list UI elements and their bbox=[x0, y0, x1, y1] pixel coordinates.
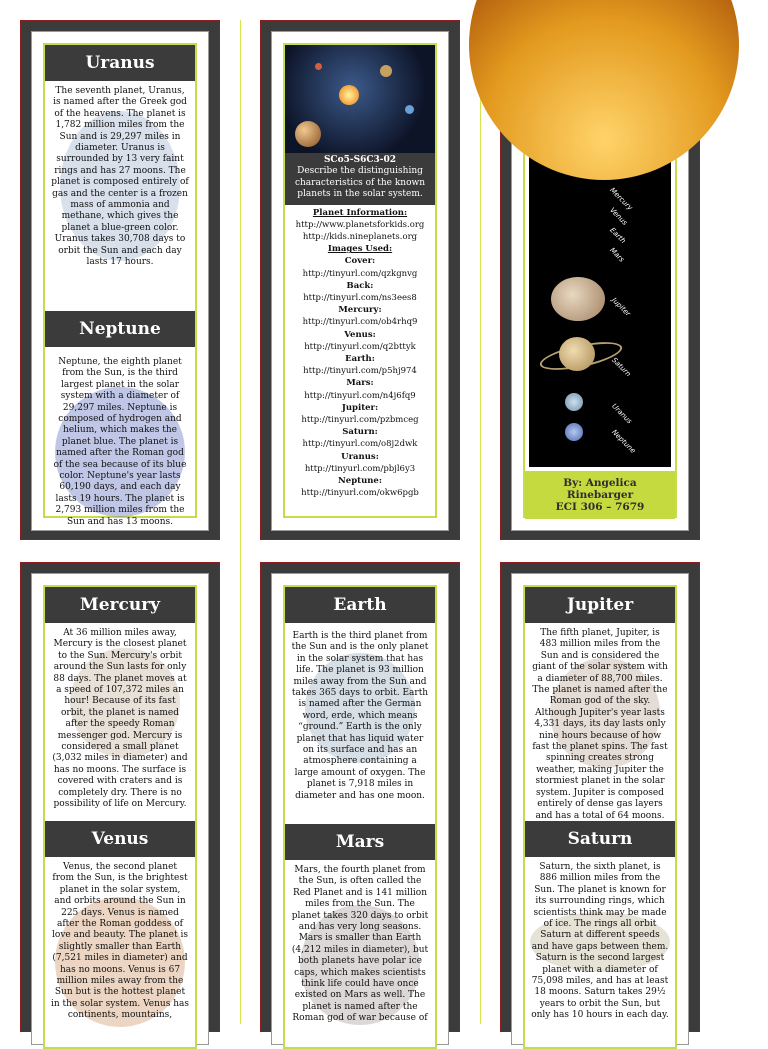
jupiter-image bbox=[551, 277, 605, 321]
planet-info-heading: Planet Information: bbox=[312, 207, 408, 218]
sources-list bbox=[285, 205, 435, 500]
mars-text bbox=[285, 860, 435, 1030]
uranus-image bbox=[565, 393, 583, 411]
sun-image bbox=[339, 85, 359, 105]
mercury-heading: Mercury bbox=[45, 587, 195, 623]
card-mercury-venus bbox=[20, 562, 220, 1032]
image-source-url[interactable]: http://tinyurl.com/okw6pgb bbox=[301, 488, 419, 499]
image-source-url[interactable]: http://tinyurl.com/ns3ees8 bbox=[303, 293, 417, 304]
card-jupiter-saturn bbox=[500, 562, 700, 1032]
planet-info-link[interactable]: http://www.planetsforkids.org bbox=[295, 219, 425, 230]
card-paper bbox=[31, 31, 209, 531]
image-source-url[interactable]: http://tinyurl.com/p5hj974 bbox=[303, 366, 417, 377]
saturn-text bbox=[525, 857, 675, 1027]
neptune-text bbox=[45, 347, 195, 562]
venus-heading: Venus bbox=[45, 821, 195, 857]
standard-text: Describe the distinguishing characteristics of the known planets in the solar system. bbox=[294, 166, 426, 200]
image-source-label: Saturn: bbox=[342, 427, 378, 438]
planet-info-link[interactable]: http://kids.nineplanets.org bbox=[302, 232, 418, 243]
earth-image bbox=[405, 105, 414, 114]
venus-text bbox=[45, 857, 195, 1027]
image-source-label: Uranus: bbox=[341, 451, 379, 462]
image-source-label: Mercury: bbox=[338, 305, 382, 316]
image-source-url[interactable]: http://tinyurl.com/q2bttyk bbox=[304, 341, 416, 352]
jupiter-text bbox=[525, 623, 675, 821]
card-paper bbox=[271, 573, 449, 1045]
card-paper bbox=[31, 573, 209, 1045]
card-inner bbox=[523, 585, 677, 1049]
solar-system-image bbox=[285, 45, 435, 153]
image-source-label: Neptune: bbox=[338, 476, 382, 487]
mars-image bbox=[315, 63, 322, 70]
card-inner bbox=[43, 43, 197, 527]
images-used-heading: Images Used: bbox=[327, 244, 393, 255]
mars-description: Mars, the fourth planet from the Sun, is often called the Red Planet and is 141 million miles from the Sun. The planet takes 320 days to orbit and has very long seasons. Mars is smaller than Earth (4,212 miles in diameter), but both planets have polar ice caps, which makes scientists think life could have once existed on Mars as well. The planet is named after the Roman god of war because of bbox=[291, 865, 429, 1024]
jupiter-description: The fifth planet, Jupiter, is 483 million miles from the Sun and is considered the giant of the solar system with a diameter of 88,700 miles. The planet is named after the Roman god of the sky. Although Jupiter's year lasts 4,331 days, its day lasts only nine hours because of how fast the planet spins. The fast spinning creates strong weather, making Jupiter the stormiest planet in the solar system. Jupiter is composed entirely of dense gas layers and has a total of 64 moons. bbox=[532, 628, 668, 821]
image-source-url[interactable]: http://tinyurl.com/o8j2dwk bbox=[302, 439, 418, 450]
image-source-label: Back: bbox=[346, 280, 374, 291]
label-uranus: Uranus bbox=[610, 402, 634, 426]
image-source-url[interactable]: http://tinyurl.com/ob4rhq9 bbox=[302, 317, 418, 328]
card-inner bbox=[283, 43, 437, 518]
saturn-description: Saturn, the sixth planet, is 886 million miles from the Sun. The planet is known for its surrounding rings, which scientists think may be made of ice. The rings all orbit Saturn at different speeds and have gaps between them. Saturn is the second largest planet with a diameter of 75,098 miles, and has at least 18 moons. Saturn takes 29½ years to orbit the Sun, but only has 10 hours in each day. bbox=[531, 862, 669, 1021]
neptune-heading: Neptune bbox=[45, 311, 195, 347]
image-source-url[interactable]: http://tinyurl.com/n4j6fq9 bbox=[304, 390, 416, 401]
standard-code: SCo5-S6C3-02 bbox=[323, 155, 397, 165]
uranus-heading: Uranus bbox=[45, 45, 195, 81]
label-mars: Mars bbox=[608, 246, 626, 264]
saturn-image bbox=[380, 65, 392, 77]
earth-text bbox=[285, 623, 435, 824]
image-source-label: Jupiter: bbox=[341, 402, 379, 413]
image-source-label: Mars: bbox=[346, 378, 374, 389]
mercury-text bbox=[45, 623, 195, 821]
earth-heading: Earth bbox=[285, 587, 435, 623]
image-source-label: Venus: bbox=[344, 329, 376, 340]
image-source-url[interactable]: http://tinyurl.com/pbjl6y3 bbox=[304, 463, 416, 474]
byline-line: Rinebarger bbox=[566, 489, 634, 501]
card-paper bbox=[511, 573, 689, 1045]
saturn-heading: Saturn bbox=[525, 821, 675, 857]
mercury-description: At 36 million miles away, Mercury is the closest planet to the Sun. Mercury's orbit around the Sun lasts for only 88 days. The planet moves at a speed of 107,372 miles an hour! Because of its fast orbit, the planet is named after the speedy Roman messenger god. Mercury is considered a small planet (3,032 miles in diameter) and has no moons. The surface is covered with craters and is completely dry. There is no possibility of life on Mercury. bbox=[52, 628, 188, 810]
jupiter-image bbox=[295, 121, 321, 147]
guide-line bbox=[240, 20, 241, 1024]
card-inner bbox=[523, 43, 677, 518]
byline-line: By: Angelica bbox=[563, 477, 637, 489]
label-mercury: Mercury bbox=[608, 186, 635, 213]
card-cover bbox=[500, 20, 700, 540]
card-earth-mars bbox=[260, 562, 460, 1032]
card-inner bbox=[283, 585, 437, 1049]
venus-description: Venus, the second planet from the Sun, is the brightest planet in the solar system, and orbits around the Sun in 225 days. Venus is named after the Roman goddess of love and beauty. The planet is slightly smaller than Earth (7,521 miles in diameter) and has no moons. Venus is 67 million miles away from the Sun but is the hottest planet in the solar system. Venus has continents, mountains, bbox=[51, 862, 189, 1021]
label-jupiter: Jupiter bbox=[610, 296, 632, 318]
standard-block bbox=[285, 153, 435, 205]
image-source-label: Earth: bbox=[345, 354, 375, 365]
jupiter-heading: Jupiter bbox=[525, 587, 675, 623]
sun-image bbox=[469, 0, 739, 180]
image-source-url[interactable]: http://tinyurl.com/pzbmceg bbox=[301, 415, 419, 426]
image-source-label: Cover: bbox=[344, 256, 376, 267]
earth-description: Earth is the third planet from the Sun and is the only planet in the solar system that has life. The planet is 93 million miles away from the Sun and takes 365 days to orbit. Earth is named after the German word, erde, which means “ground.” Earth is the only planet that has liquid water on its surface and has an atmosphere containing a large amount of oxygen. The planet is 7,918 miles in diameter and has one moon. bbox=[291, 631, 429, 801]
neptune-image bbox=[565, 423, 583, 441]
card-info bbox=[260, 20, 460, 540]
author-byline bbox=[525, 471, 675, 519]
card-paper bbox=[511, 31, 689, 531]
label-earth: Earth bbox=[608, 226, 628, 246]
mars-heading: Mars bbox=[285, 824, 435, 860]
label-neptune: Neptune bbox=[610, 428, 637, 455]
neptune-description: Neptune, the eighth planet from the Sun, is the third largest planet in the solar system with a diameter of 29,297 miles. Neptune is composed of hydrogen and helium, which makes the planet blue. The planet is named after the Roman god of the sea because of its blue color. Neptune's year lasts 60,190 days, and each day lasts 19 hours. The planet is 2,793 million miles from the Sun and has 13 moons. bbox=[53, 357, 187, 527]
card-paper bbox=[271, 31, 449, 531]
label-saturn: Saturn bbox=[610, 356, 633, 379]
card-inner bbox=[43, 585, 197, 1049]
image-source-url[interactable]: http://tinyurl.com/qzkgnvg bbox=[302, 268, 418, 279]
uranus-description: The seventh planet, Uranus, is named after the Greek god of the heavens. The planet is 1,782 million miles from the Sun and is 29,297 miles in diameter. Uranus is surrounded by 13 very faint rings and has 27 moons. The planet is composed entirely of gas and the center is a frozen mass of ammonia and methane, which gives the planet a blue-green color. Uranus takes 30,708 days to orbit the Sun and each day lasts 17 hours. bbox=[51, 86, 189, 268]
guide-line bbox=[480, 20, 481, 1024]
label-venus: Venus bbox=[608, 206, 629, 227]
saturn-image bbox=[559, 337, 595, 371]
planets-lineup-image bbox=[529, 145, 671, 467]
byline-line: ECI 306 – 7679 bbox=[555, 501, 645, 513]
uranus-text bbox=[45, 81, 195, 311]
card-uranus-neptune bbox=[20, 20, 220, 540]
